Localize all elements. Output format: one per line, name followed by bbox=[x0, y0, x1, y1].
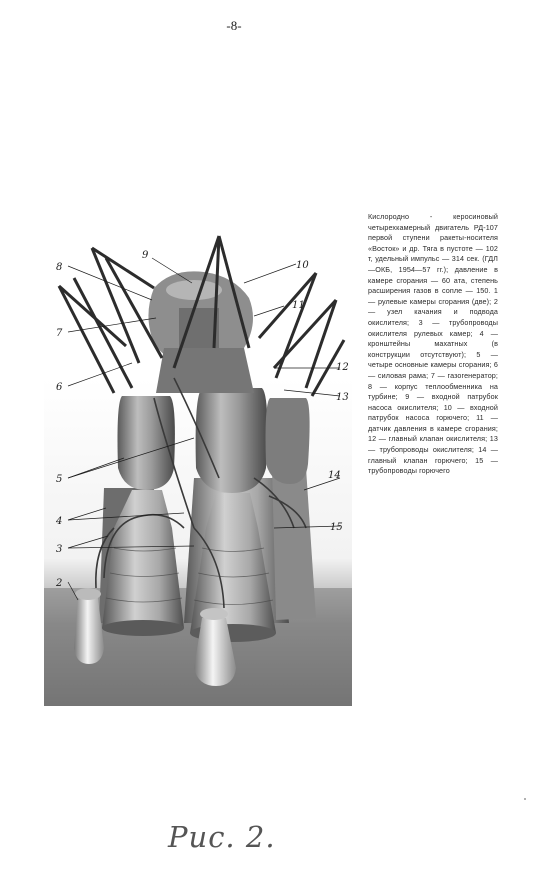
callout-label: 10 bbox=[296, 260, 309, 271]
engine-illustration bbox=[44, 228, 352, 706]
main-chamber-center bbox=[196, 388, 268, 493]
figure-label-handwritten: Рис. 2. bbox=[168, 820, 276, 854]
callout-label: 5 bbox=[56, 474, 63, 485]
main-chamber-right bbox=[266, 398, 310, 484]
callout-label: 3 bbox=[56, 544, 63, 555]
figure-caption: Кислородно - керосиновый четырехкамерный двигатель РД-107 первой ступени ракеты-носителя «Восток» и др. Тяга в пустоте — 102 т, удельный импульс — 314 сек. (ГДЛ—ОКБ, 1954—57 гг.); давление в камере сгорания — 60 ата, степень расширения газов в сопле — 150. 1 — рулевые камеры сгорания (две); 2 — узел качания и подвода окислителя; 3 — трубопроводы окислителя рулевых камер; 4 — кронштейны махатных (в конструкции отсутствуют); 5 — четыре основные камеры сгорания; 6 — силовая рама; 7 — газогенератор; 8 — корпус теплообменника на турбине; 9 — входной патрубок насоса окислителя; 10 — входной патрубок насоса горючего; 11 — датчик давления в камере сгорания; 12 — главный клапан окислителя; 13 — трубопроводы окислителя; 14 — главный клапан горючего; 15 — трубопроводы горючего bbox=[368, 212, 498, 476]
callout-label: 7 bbox=[56, 328, 63, 339]
scan-speck bbox=[524, 798, 526, 800]
callout-label: 11 bbox=[292, 300, 305, 311]
callout-label: 6 bbox=[56, 382, 63, 393]
callout-label: 13 bbox=[336, 392, 349, 403]
callout-label: 15 bbox=[330, 522, 343, 533]
engine-photograph bbox=[44, 228, 352, 706]
callout-label: 12 bbox=[336, 362, 349, 373]
callout-label: 2 bbox=[56, 578, 63, 589]
callout-label: 8 bbox=[56, 262, 63, 273]
page-number: -8- bbox=[226, 18, 242, 33]
callout-label: 14 bbox=[328, 470, 341, 481]
callout-label: 4 bbox=[56, 516, 63, 527]
callout-label: 9 bbox=[142, 250, 149, 261]
